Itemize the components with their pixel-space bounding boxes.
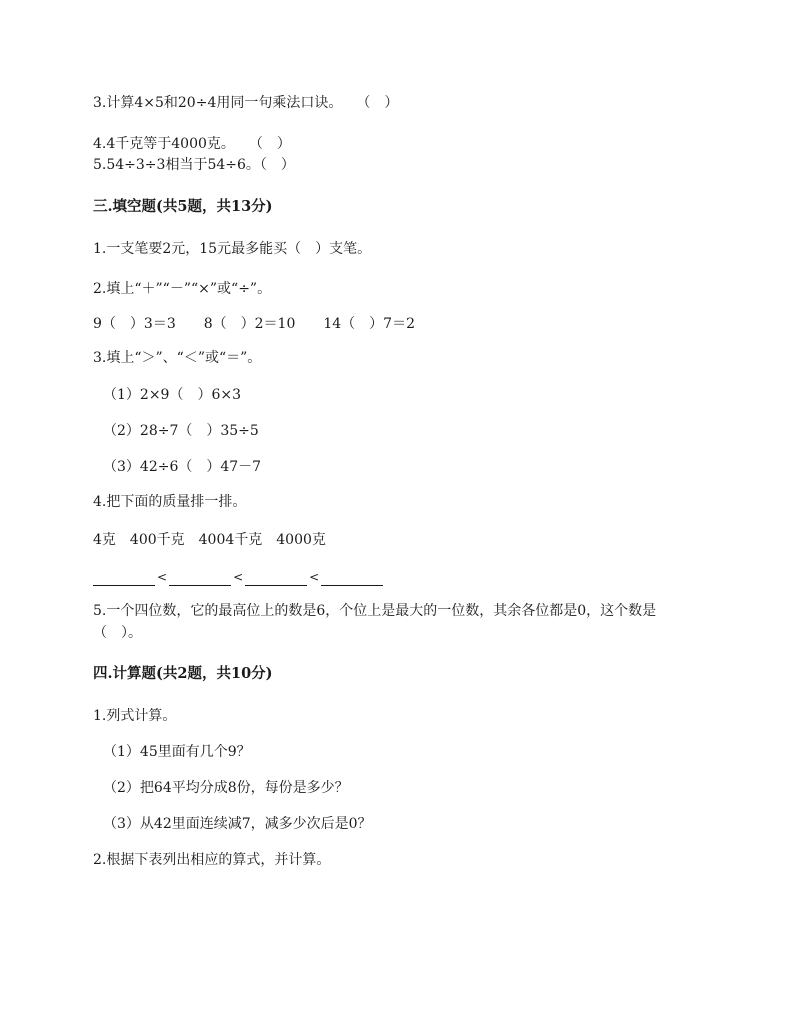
- fill-in-question-2: 2.填上“＋”“－”“×”或“÷”。: [93, 281, 272, 297]
- calculation-question-1: 1.列式计算。: [93, 708, 177, 724]
- true-false-question-5: 5.54÷3÷3相当于54÷6。（ ）: [93, 157, 295, 173]
- fill-in-question-3-part-2: （2）28÷7（ ）35÷5: [103, 423, 259, 439]
- answer-blank[interactable]: [93, 571, 155, 586]
- fill-in-question-3: 3.填上“＞”、“＜”或“＝”。: [93, 350, 262, 366]
- less-than-sign: <: [157, 570, 168, 584]
- fill-in-question-4-items: 4克 400千克 4004千克 4000克: [93, 532, 326, 548]
- fill-in-question-5: 5.一个四位数，它的最高位上的数是6，个位上是最大的一位数，其余各位都是0，这个数是（ ）。: [93, 603, 657, 641]
- answer-blank[interactable]: [245, 571, 307, 586]
- less-than-sign: <: [233, 570, 244, 584]
- less-than-sign: <: [309, 570, 320, 584]
- fill-in-question-2-expressions: 9（ ）3＝3 8（ ）2＝10 14（ ）7＝2: [93, 316, 415, 332]
- answer-blank[interactable]: [169, 571, 231, 586]
- fill-in-question-3-part-3: （3）42÷6（ ）47－7: [103, 459, 262, 475]
- true-false-question-3: 3.计算4×5和20÷4用同一句乘法口诀。 （ ）: [93, 95, 399, 111]
- answer-blank[interactable]: [321, 571, 383, 586]
- fill-in-question-4: 4.把下面的质量排一排。: [93, 494, 247, 510]
- section-heading-calculation: 四.计算题(共2题，共10分): [93, 665, 273, 682]
- calculation-question-1-part-3: （3）从42里面连续减7，减多少次后是0？: [103, 816, 372, 832]
- calculation-question-1-part-1: （1）45里面有几个9？: [103, 744, 251, 760]
- true-false-question-4: 4.4千克等于4000克。 （ ）: [93, 136, 291, 152]
- calculation-question-2: 2.根据下表列出相应的算式，并计算。: [93, 852, 331, 868]
- fill-in-question-3-part-1: （1）2×9（ ）6×3: [103, 387, 241, 403]
- fill-in-question-1: 1.一支笔要2元，15元最多能买（ ）支笔。: [93, 241, 372, 257]
- calculation-question-1-part-2: （2）把64平均分成8份，每份是多少？: [103, 780, 349, 796]
- ordering-blanks: [93, 568, 383, 586]
- section-heading-fill-in: 三.填空题(共5题，共13分): [93, 198, 273, 215]
